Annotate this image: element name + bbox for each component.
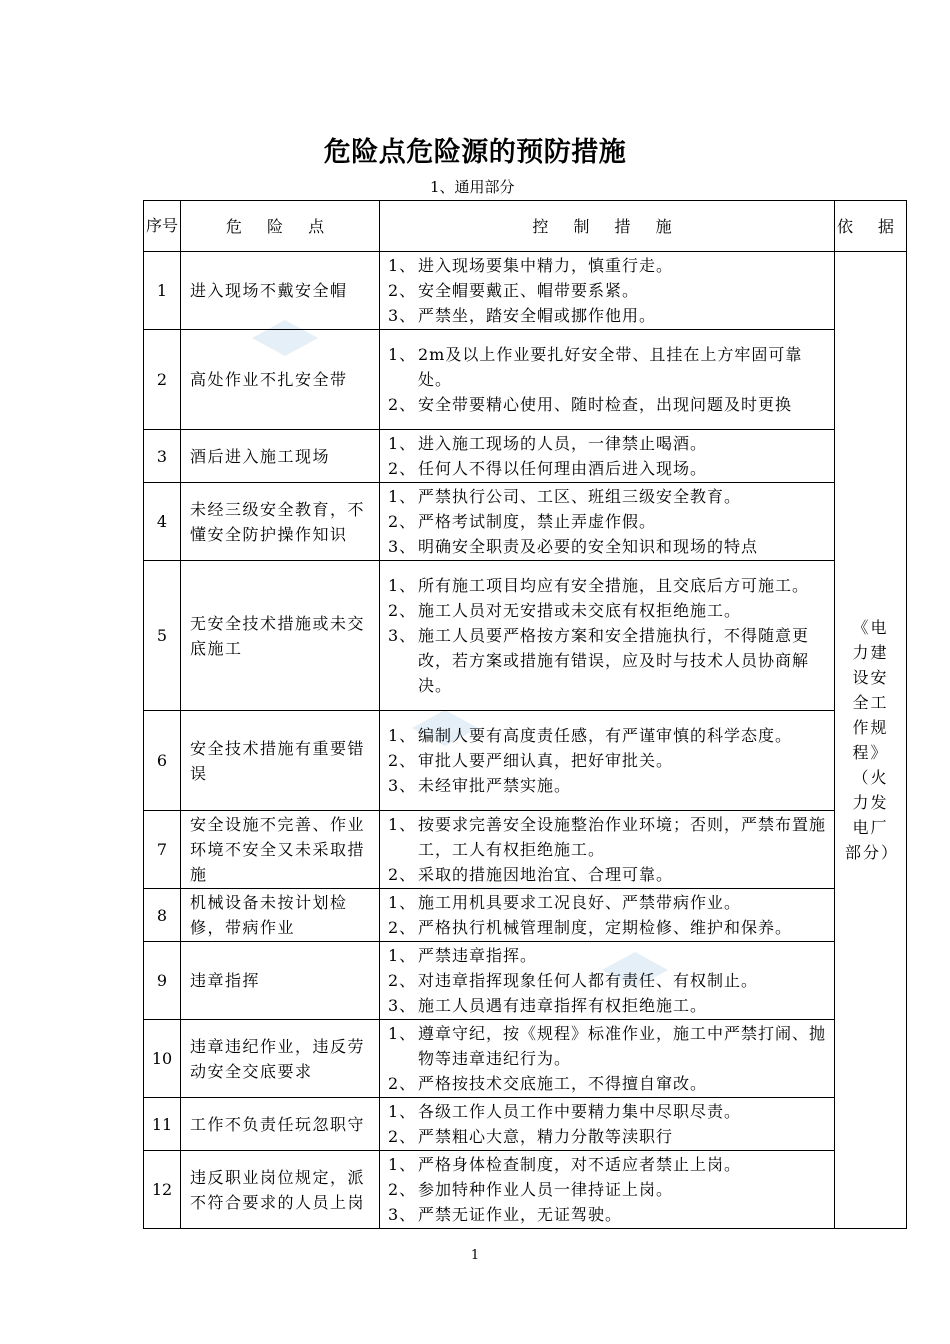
row-number: 1	[144, 252, 181, 330]
hazard-table	[143, 200, 907, 1229]
measure-index: 2、	[388, 459, 417, 478]
table-row	[144, 252, 907, 330]
measure-index: 3、	[388, 626, 417, 645]
measure-text: 严格考试制度，禁止弄虚作假。	[418, 512, 657, 531]
hazard-cell: 违章指挥	[181, 942, 380, 1020]
measure-text: 施工人员遇有违章指挥有权拒绝施工。	[418, 996, 708, 1015]
measure-index: 2、	[388, 1127, 417, 1146]
measure-index: 3、	[388, 537, 417, 556]
measure-item	[388, 943, 830, 968]
table-row	[144, 942, 907, 1020]
measure-text: 进入施工现场的人员，一律禁止喝酒。	[418, 434, 708, 453]
table-header-row	[144, 201, 907, 252]
measure-text: 严格执行机械管理制度，定期检修、维护和保养。	[418, 918, 793, 937]
measure-item	[388, 1071, 830, 1096]
measure-item	[388, 915, 830, 940]
measure-text: 遵章守纪，按《规程》标准作业，施工中严禁打闹、抛物等违章违纪行为。	[418, 1024, 827, 1068]
hazard-cell: 酒后进入施工现场	[181, 430, 380, 483]
measure-item	[388, 623, 830, 698]
measure-index: 2、	[388, 395, 417, 414]
measure-index: 2、	[388, 971, 417, 990]
table-row	[144, 889, 907, 942]
row-number: 6	[144, 711, 181, 811]
measure-text: 安全帽要戴正、帽带要系紧。	[418, 281, 640, 300]
measure-text: 进入现场要集中精力，慎重行走。	[418, 256, 674, 275]
measure-index: 2、	[388, 918, 417, 937]
measure-text: 严禁粗心大意，精力分散等渎职行	[418, 1127, 674, 1146]
row-number: 10	[144, 1020, 181, 1098]
row-number: 5	[144, 561, 181, 711]
row-number: 4	[144, 483, 181, 561]
measure-index: 2、	[388, 1074, 417, 1093]
measure-index: 2、	[388, 1180, 417, 1199]
measure-item	[388, 1124, 830, 1149]
table-row	[144, 1020, 907, 1098]
row-number: 12	[144, 1151, 181, 1229]
measure-text: 严禁坐，踏安全帽或挪作他用。	[418, 306, 657, 325]
measure-text: 审批人要严细认真，把好审批关。	[418, 751, 674, 770]
measure-index: 2、	[388, 751, 417, 770]
measure-text: 严格按技术交底施工，不得擅自窜改。	[418, 1074, 708, 1093]
measures-cell	[380, 430, 835, 483]
measure-text: 任何人不得以任何理由酒后进入现场。	[418, 459, 708, 478]
measure-text: 采取的措施因地治宜、合理可靠。	[418, 865, 674, 884]
hazard-cell: 无安全技术措施或未交底施工	[181, 561, 380, 711]
measure-text: 施工人员对无安措或未交底有权拒绝施工。	[418, 601, 742, 620]
basis-cell: 《电力建设安全工作规程》（火力发电厂部分）	[835, 252, 907, 1229]
measure-index: 1、	[388, 946, 417, 965]
measure-item	[388, 968, 830, 993]
measure-index: 1、	[388, 256, 417, 275]
measure-text: 各级工作人员工作中要精力集中尽职尽责。	[418, 1102, 742, 1121]
measure-text: 2m及以上作业要扎好安全带、且挂在上方牢固可靠处。	[418, 345, 803, 389]
table-row	[144, 430, 907, 483]
row-number: 9	[144, 942, 181, 1020]
measure-text: 所有施工项目均应有安全措施，且交底后方可施工。	[418, 576, 810, 595]
row-number: 7	[144, 811, 181, 889]
measure-text: 严禁违章指挥。	[418, 946, 538, 965]
hazard-cell: 进入现场不戴安全帽	[181, 252, 380, 330]
measure-index: 3、	[388, 776, 417, 795]
measures-cell	[380, 711, 835, 811]
measure-item	[388, 573, 830, 598]
measure-text: 未经审批严禁实施。	[418, 776, 572, 795]
row-number: 2	[144, 330, 181, 430]
measures-cell	[380, 889, 835, 942]
table-row	[144, 561, 907, 711]
measures-cell	[380, 483, 835, 561]
measures-cell	[380, 330, 835, 430]
measures-cell	[380, 811, 835, 889]
measure-index: 1、	[388, 434, 417, 453]
measure-index: 3、	[388, 1205, 417, 1224]
measure-text: 施工人员要严格按方案和安全措施执行，不得随意更改，若方案或措施有错误，应及时与技术人员协商解决。	[418, 626, 810, 695]
measure-item	[388, 1152, 830, 1177]
measure-index: 1、	[388, 893, 417, 912]
table-row	[144, 330, 907, 430]
measures-cell	[380, 1098, 835, 1151]
measure-index: 1、	[388, 1024, 417, 1043]
table-row	[144, 483, 907, 561]
row-number: 11	[144, 1098, 181, 1151]
section-subtitle: 1、通用部分	[430, 178, 515, 196]
header-basis: 依 据	[835, 201, 907, 252]
measure-item	[388, 534, 830, 559]
measure-item	[388, 1177, 830, 1202]
measure-item	[388, 431, 830, 456]
measure-text: 严格身体检查制度，对不适应者禁止上岗。	[418, 1155, 742, 1174]
hazard-cell: 违反职业岗位规定，派不符合要求的人员上岗	[181, 1151, 380, 1229]
measure-item	[388, 1021, 830, 1071]
measure-index: 1、	[388, 726, 417, 745]
measure-index: 1、	[388, 1155, 417, 1174]
measure-text: 严禁执行公司、工区、班组三级安全教育。	[418, 487, 742, 506]
measure-item	[388, 812, 830, 862]
hazard-cell: 机械设备未按计划检修，带病作业	[181, 889, 380, 942]
measures-cell	[380, 942, 835, 1020]
page-title: 危险点危险源的预防措施	[323, 137, 627, 168]
measure-text: 施工用机具要求工况良好、严禁带病作业。	[418, 893, 742, 912]
measure-item	[388, 303, 830, 328]
measure-index: 3、	[388, 996, 417, 1015]
hazard-cell: 安全技术措施有重要错误	[181, 711, 380, 811]
measure-index: 2、	[388, 601, 417, 620]
measure-item	[388, 993, 830, 1018]
measure-item	[388, 392, 830, 417]
measure-index: 3、	[388, 306, 417, 325]
measure-item	[388, 598, 830, 623]
header-measures: 控 制 措 施	[380, 201, 835, 252]
measures-cell	[380, 561, 835, 711]
hazard-cell: 安全设施不完善、作业环境不安全又未采取措施	[181, 811, 380, 889]
measure-index: 1、	[388, 815, 417, 834]
page-number: 1	[470, 1248, 480, 1263]
measures-cell	[380, 1020, 835, 1098]
measure-index: 1、	[388, 487, 417, 506]
hazard-cell: 高处作业不扎安全带	[181, 330, 380, 430]
measure-index: 1、	[388, 1102, 417, 1121]
measure-item	[388, 342, 830, 392]
measure-item	[388, 456, 830, 481]
measure-text: 安全带要精心使用、随时检查，出现问题及时更换	[418, 395, 793, 414]
measure-item	[388, 278, 830, 303]
hazard-cell: 未经三级安全教育，不懂安全防护操作知识	[181, 483, 380, 561]
measure-text: 按要求完善安全设施整治作业环境；否则，严禁布置施工，工人有权拒绝施工。	[418, 815, 827, 859]
measure-item	[388, 748, 830, 773]
measures-cell	[380, 252, 835, 330]
row-number: 3	[144, 430, 181, 483]
header-seq: 序号	[144, 201, 181, 252]
measure-item	[388, 509, 830, 534]
measure-index: 2、	[388, 512, 417, 531]
table-row	[144, 711, 907, 811]
measure-index: 1、	[388, 576, 417, 595]
table-row	[144, 811, 907, 889]
measure-item	[388, 1202, 830, 1227]
measure-text: 明确安全职责及必要的安全知识和现场的特点	[418, 537, 759, 556]
measure-text: 参加特种作业人员一律持证上岗。	[418, 1180, 674, 1199]
measure-index: 2、	[388, 865, 417, 884]
measures-cell	[380, 1151, 835, 1229]
measure-item	[388, 1099, 830, 1124]
measure-text: 编制人要有高度责任感，有严谨审慎的科学态度。	[418, 726, 793, 745]
table-row	[144, 1151, 907, 1229]
row-number: 8	[144, 889, 181, 942]
measure-item	[388, 723, 830, 748]
table-row	[144, 1098, 907, 1151]
measure-item	[388, 773, 830, 798]
hazard-cell: 工作不负责任玩忽职守	[181, 1098, 380, 1151]
measure-index: 2、	[388, 281, 417, 300]
measure-item	[388, 862, 830, 887]
measure-item	[388, 890, 830, 915]
measure-text: 对违章指挥现象任何人都有责任、有权制止。	[418, 971, 759, 990]
measure-text: 严禁无证作业，无证驾驶。	[418, 1205, 623, 1224]
measure-item	[388, 253, 830, 278]
header-hazard: 危 险 点	[181, 201, 380, 252]
measure-item	[388, 484, 830, 509]
hazard-cell: 违章违纪作业，违反劳动安全交底要求	[181, 1020, 380, 1098]
measure-index: 1、	[388, 345, 417, 364]
